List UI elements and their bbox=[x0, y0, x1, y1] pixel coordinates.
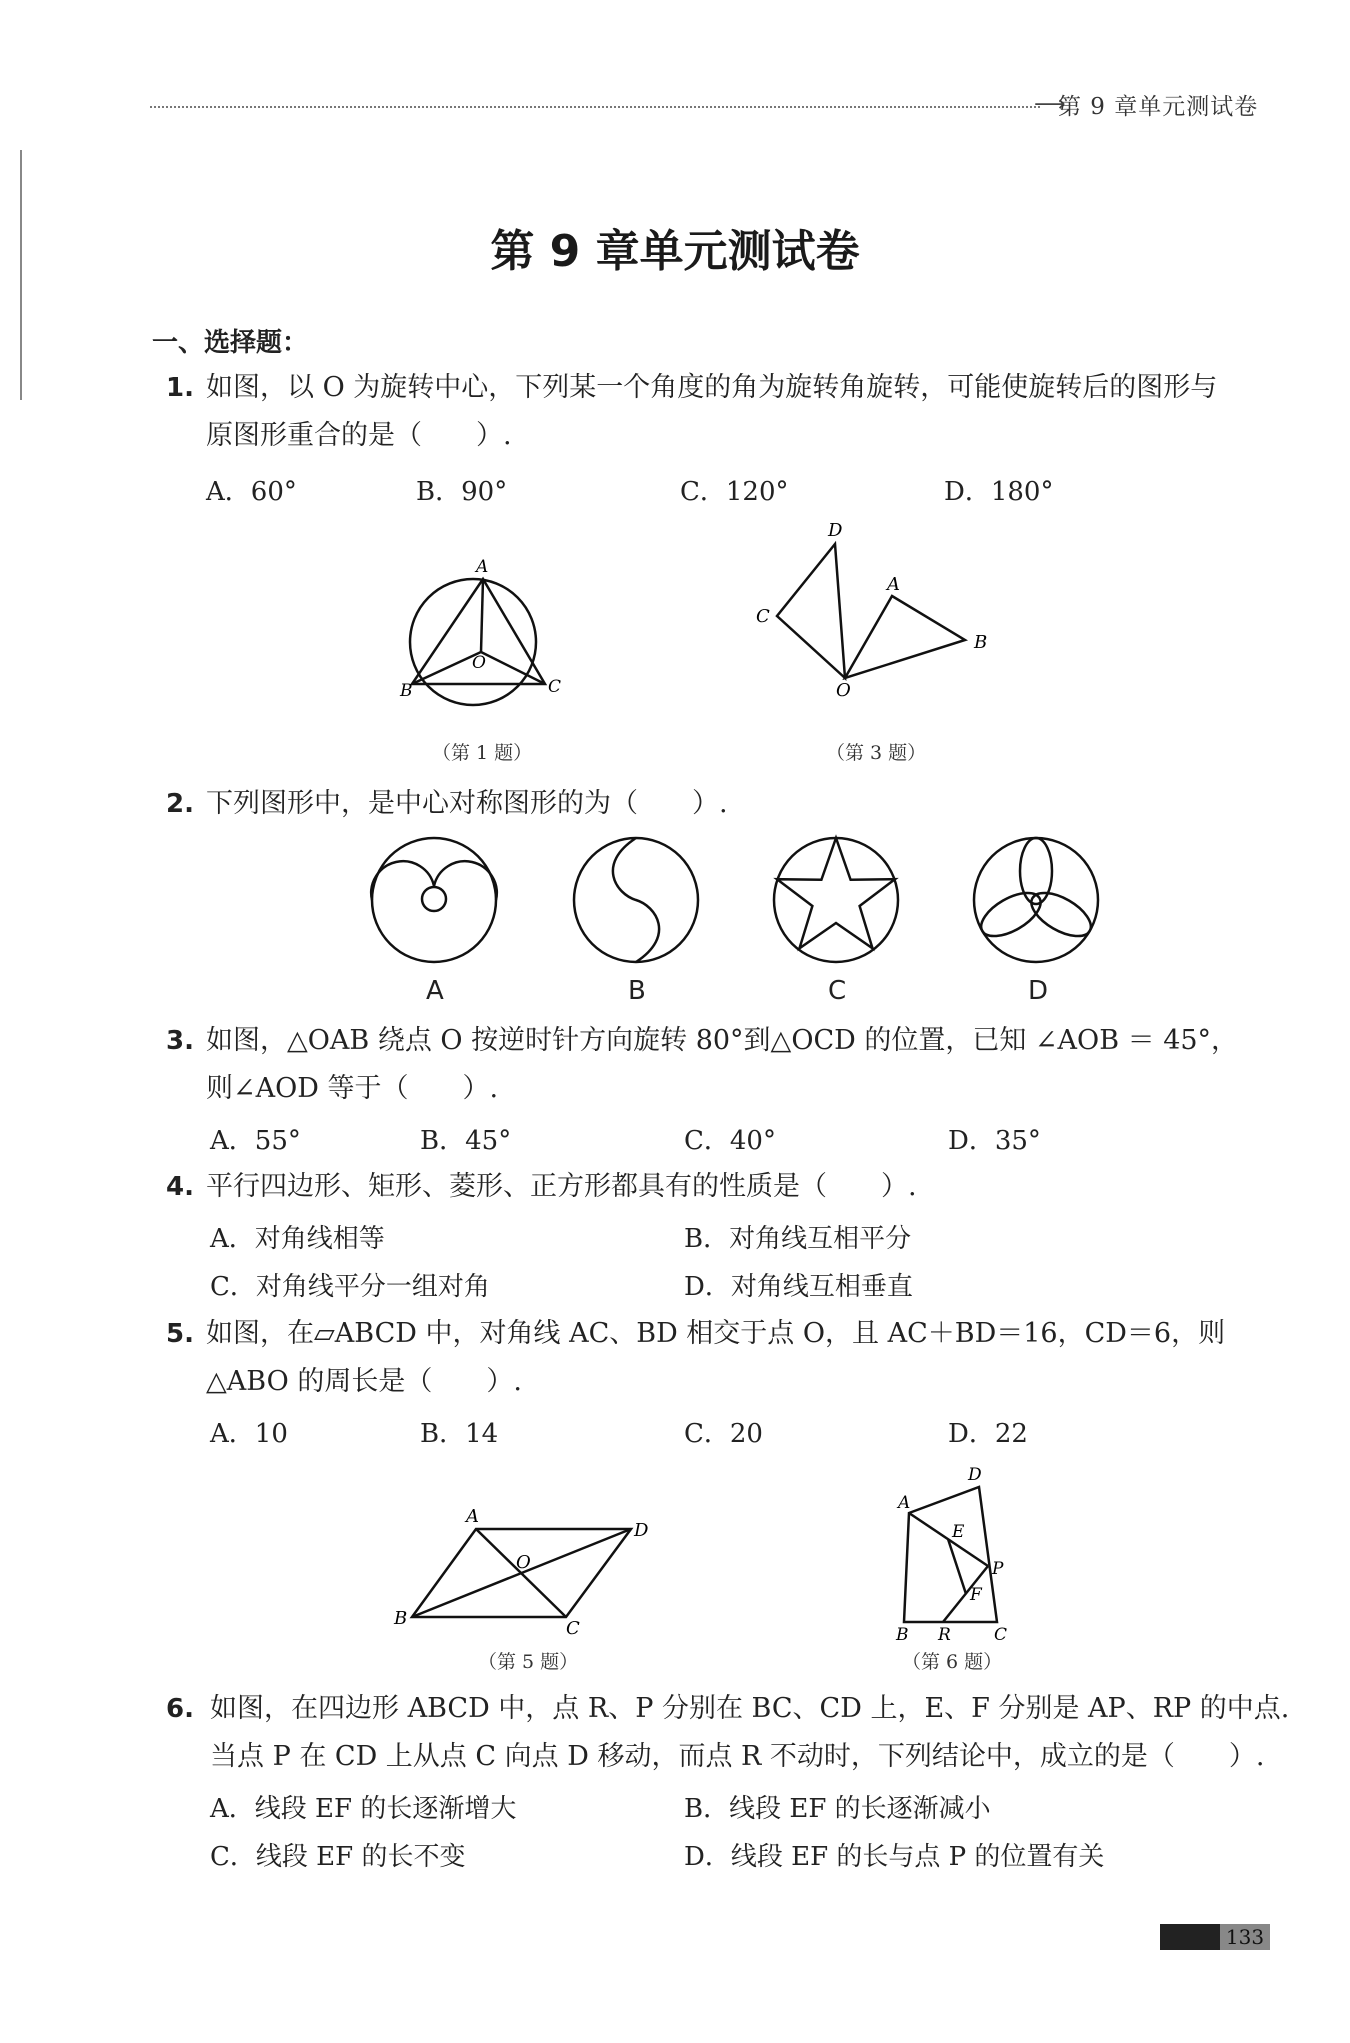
question-6-number: 6. bbox=[166, 1694, 194, 1724]
arrow-icon: ⟶ bbox=[1034, 92, 1066, 117]
figure-6-label-a: A bbox=[898, 1493, 911, 1513]
question-6-option-a: A．线段 EF 的长逐渐增大 bbox=[210, 1794, 517, 1824]
question-1-option-b: B．90° bbox=[416, 477, 508, 507]
figure-6-label-f: F bbox=[970, 1585, 982, 1605]
question-3-line-2: 则∠AOD 等于（ ）. bbox=[206, 1073, 499, 1104]
question-6-line-1: 如图，在四边形 ABCD 中，点 R、P 分别在 BC、CD 上，E、F 分别是 AP、RP 的中点. bbox=[210, 1693, 1290, 1724]
figure-5-label-a: A bbox=[466, 1506, 479, 1527]
question-2-line-1: 下列图形中，是中心对称图形的为（ ）. bbox=[206, 788, 728, 819]
question-4-option-c: C．对角线平分一组对角 bbox=[210, 1272, 490, 1302]
question-3-option-a: A．55° bbox=[210, 1126, 301, 1156]
header-rule bbox=[150, 106, 1040, 108]
figure-6-label-d: D bbox=[968, 1465, 982, 1485]
question-5-option-a: A．10 bbox=[210, 1419, 288, 1449]
figure-2d-label: D bbox=[1028, 976, 1049, 1006]
figure-5 bbox=[390, 1500, 660, 1640]
question-5-line-1: 如图，在▱ABCD 中，对角线 AC、BD 相交于点 O，且 AC＋BD＝16，CD＝6，则 bbox=[206, 1318, 1226, 1349]
figure-1-diagram bbox=[400, 550, 570, 730]
figure-3 bbox=[750, 518, 1010, 708]
figure-1-label-c: C bbox=[548, 677, 562, 697]
question-3-option-c: C．40° bbox=[684, 1126, 776, 1156]
figure-3-caption: （第 3 题） bbox=[826, 742, 927, 764]
figure-1-label-a: A bbox=[476, 557, 489, 577]
question-4-option-b: B．对角线互相平分 bbox=[684, 1224, 912, 1254]
question-5-line-2: △ABO 的周长是（ ）. bbox=[206, 1366, 522, 1397]
question-5-option-b: B．14 bbox=[420, 1419, 499, 1449]
figure-6-caption: （第 6 题） bbox=[902, 1651, 1003, 1673]
question-3-option-b: B．45° bbox=[420, 1126, 512, 1156]
figure-3-diagram bbox=[750, 518, 1010, 708]
figure-6-label-b: B bbox=[896, 1625, 909, 1645]
figure-6-label-e: E bbox=[952, 1522, 965, 1542]
question-6-option-c: C．线段 EF 的长不变 bbox=[210, 1842, 466, 1872]
question-2-figures bbox=[370, 834, 1110, 966]
figure-3-label-d: D bbox=[828, 520, 843, 541]
question-3-line-1: 如图，△OAB 绕点 O 按逆时针方向旋转 80°到△OCD 的位置，已知 ∠AOB ＝ 45°， bbox=[206, 1025, 1239, 1056]
page-number-bar bbox=[1160, 1924, 1220, 1950]
figure-5-caption: （第 5 题） bbox=[478, 1651, 579, 1673]
figure-3-label-o: O bbox=[836, 680, 851, 701]
figure-5-diagram bbox=[390, 1500, 660, 1640]
question-1-line-2: 原图形重合的是（ ）. bbox=[206, 420, 512, 451]
figure-5-label-o: O bbox=[516, 1552, 531, 1573]
question-1-option-d: D．180° bbox=[944, 477, 1054, 507]
question-1-option-a: A．60° bbox=[206, 477, 297, 507]
figure-6 bbox=[870, 1462, 1030, 1645]
question-4-line-1: 平行四边形、矩形、菱形、正方形都具有的性质是（ ）. bbox=[206, 1171, 917, 1202]
figure-2b bbox=[574, 838, 698, 962]
question-5-option-d: D．22 bbox=[948, 1419, 1028, 1449]
figure-6-label-p: P bbox=[992, 1559, 1004, 1579]
question-6-option-d: D．线段 EF 的长与点 P 的位置有关 bbox=[684, 1842, 1105, 1872]
figure-3-label-a: A bbox=[887, 574, 900, 595]
question-3-number: 3. bbox=[166, 1026, 194, 1056]
figure-2a-label: A bbox=[426, 976, 444, 1006]
figure-6-diagram bbox=[870, 1462, 1030, 1645]
question-5-option-c: C．20 bbox=[684, 1419, 763, 1449]
figure-5-label-c: C bbox=[566, 1618, 580, 1639]
figure-2d bbox=[974, 838, 1098, 962]
page-title: 第 9 章单元测试卷 bbox=[490, 226, 860, 277]
question-1-line-1: 如图，以 O 为旋转中心，下列某一个角度的角为旋转角旋转，可能使旋转后的图形与 bbox=[206, 372, 1218, 403]
question-4-option-a: A．对角线相等 bbox=[210, 1224, 385, 1254]
figure-2c bbox=[774, 838, 898, 962]
figure-3-label-b: B bbox=[974, 632, 988, 653]
question-6-option-b: B．线段 EF 的长逐渐减小 bbox=[684, 1794, 991, 1824]
figure-2a bbox=[371, 838, 497, 962]
question-1-number: 1. bbox=[166, 373, 194, 403]
question-1-option-c: C．120° bbox=[680, 477, 789, 507]
question-4-number: 4. bbox=[166, 1172, 194, 1202]
page-number: 133 bbox=[1220, 1924, 1270, 1950]
figure-1-caption: （第 1 题） bbox=[432, 742, 533, 764]
figure-6-label-c: C bbox=[994, 1625, 1008, 1645]
question-6-line-2: 当点 P 在 CD 上从点 C 向点 D 移动，而点 R 不动时，下列结论中，成立的是（ ）. bbox=[210, 1741, 1265, 1772]
figure-2b-label: B bbox=[628, 976, 646, 1006]
figure-5-label-b: B bbox=[394, 1608, 408, 1629]
question-3-option-d: D．35° bbox=[948, 1126, 1041, 1156]
figure-3-label-c: C bbox=[756, 606, 770, 627]
figure-2c-label: C bbox=[828, 976, 847, 1006]
figure-5-label-d: D bbox=[634, 1520, 649, 1541]
figure-1-label-b: B bbox=[400, 681, 413, 701]
running-header: 第 9 章单元测试卷 bbox=[1058, 94, 1259, 120]
question-2-diagrams bbox=[370, 834, 1110, 966]
question-2-number: 2. bbox=[166, 789, 194, 819]
question-5-number: 5. bbox=[166, 1319, 194, 1349]
section-heading: 一、选择题： bbox=[152, 328, 309, 358]
figure-6-label-r: R bbox=[938, 1625, 951, 1645]
figure-1 bbox=[400, 550, 570, 730]
figure-1-label-o: O bbox=[472, 653, 486, 673]
question-4-option-d: D．对角线互相垂直 bbox=[684, 1272, 913, 1302]
